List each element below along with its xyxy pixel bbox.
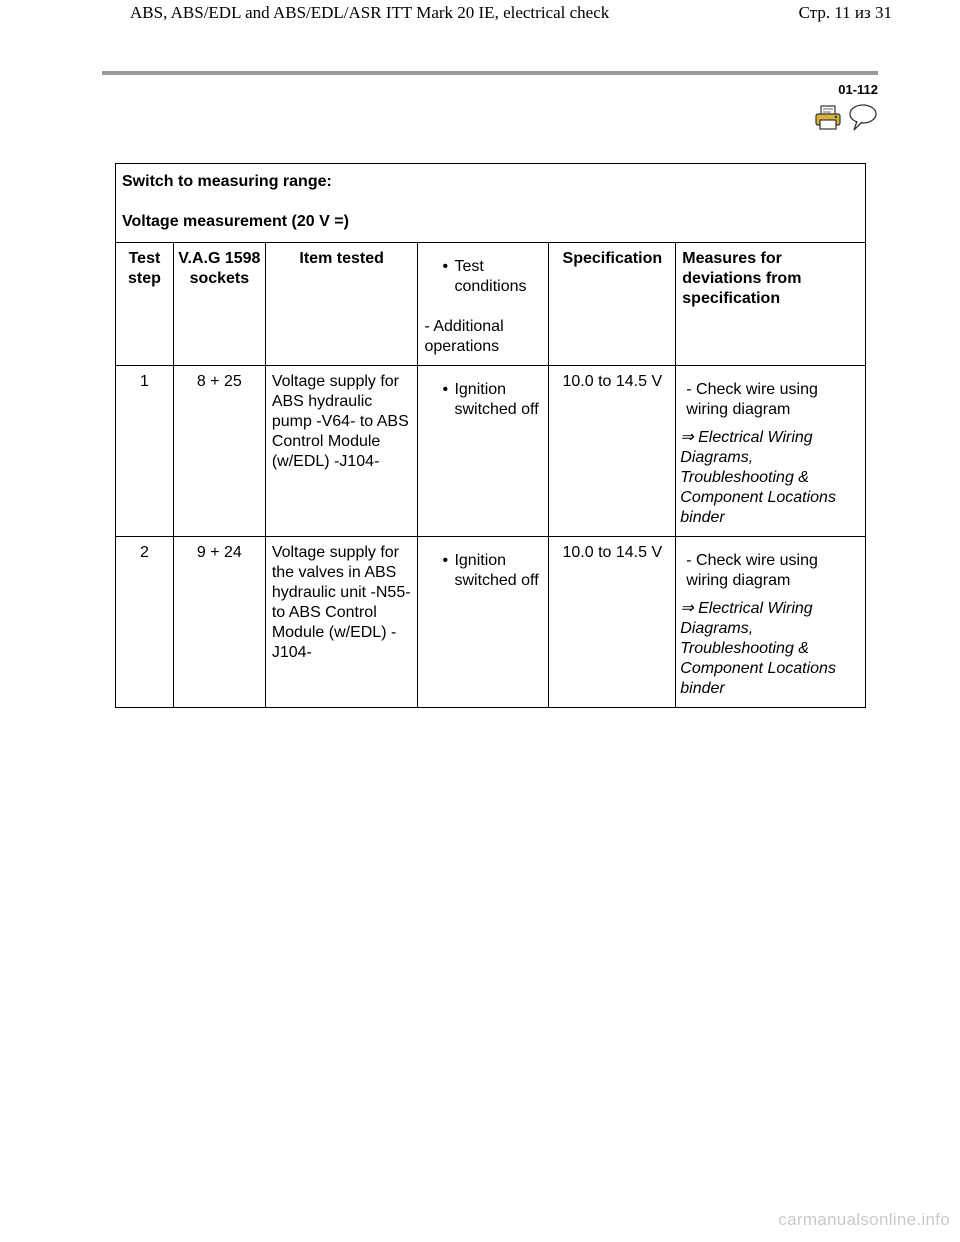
header-conditions-label: • Test conditions — [424, 257, 542, 297]
condition-text: • Ignition switched off — [424, 551, 542, 591]
header-conditions — [418, 243, 549, 366]
header-rule — [102, 71, 878, 75]
measure-text: - Check wire using wiring diagram — [686, 381, 818, 418]
header-sockets: V.A.G 1598 sockets — [173, 243, 265, 366]
row-item: Voltage supply for the valves in ABS hydraulic unit -N55- to ABS Control Module (w/EDL) -J104- — [265, 537, 418, 708]
row-condition — [418, 537, 549, 708]
document-title: ABS, ABS/EDL and ABS/EDL/ASR ITT Mark 20 IE, electrical check — [130, 3, 610, 22]
printer-icon[interactable] — [814, 105, 842, 136]
row-specification: 10.0 to 14.5 V — [549, 537, 676, 708]
range-cell — [116, 164, 866, 243]
row-condition — [418, 366, 549, 537]
table-row — [116, 366, 866, 537]
measurement-table — [115, 163, 866, 708]
table-row — [116, 537, 866, 708]
row-measure — [676, 366, 866, 537]
speech-bubble-icon[interactable] — [848, 103, 878, 136]
row-step: 2 — [116, 537, 174, 708]
row-item: Voltage supply for ABS hydraulic pump -V64- to ABS Control Module (w/EDL) -J104- — [265, 366, 418, 537]
header-measures: Measures for deviations from specification — [676, 243, 866, 366]
range-value: Voltage measurement (20 V =) — [122, 213, 349, 230]
row-sockets: 9 + 24 — [173, 537, 265, 708]
range-title: Switch to measuring range: — [122, 173, 332, 190]
header-item: Item tested — [265, 243, 418, 366]
header-specification: Specification — [549, 243, 676, 366]
measure-text: - Check wire using wiring diagram — [686, 552, 818, 589]
wiring-diagram-link[interactable]: ⇒ Electrical Wiring Diagrams, Troubleshooting & Component Locations binder — [680, 600, 836, 697]
page-indicator: Стр. 11 из 31 — [798, 3, 892, 22]
row-sockets: 8 + 25 — [173, 366, 265, 537]
page-code: 01-112 — [838, 82, 878, 97]
range-row — [116, 164, 866, 243]
row-specification: 10.0 to 14.5 V — [549, 366, 676, 537]
row-measure — [676, 537, 866, 708]
header-additional: - Additional operations — [424, 318, 504, 355]
watermark: carmanualsonline.info — [778, 1210, 950, 1229]
header-row — [116, 243, 866, 366]
header-step: Test step — [116, 243, 174, 366]
row-step: 1 — [116, 366, 174, 537]
condition-text: • Ignition switched off — [424, 380, 542, 420]
wiring-diagram-link[interactable]: ⇒ Electrical Wiring Diagrams, Troubleshooting & Component Locations binder — [680, 429, 836, 526]
